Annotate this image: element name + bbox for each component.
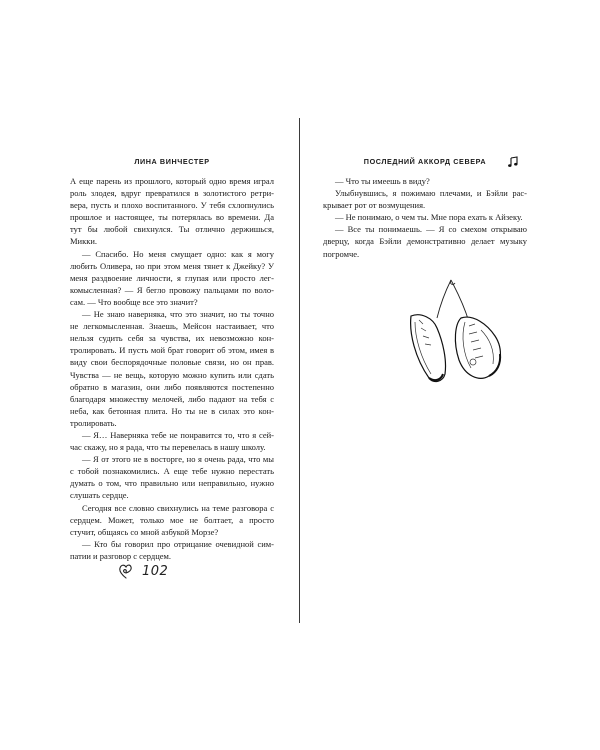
running-header-title: ПОСЛЕДНИЙ АККОРД СЕВЕРА	[363, 157, 487, 166]
paragraph: — Я… Наверняка тебе не понравится то, что я сейчас скажу, но я рада, что ты перевелась в нашу школу.	[70, 429, 274, 453]
running-header-left: ЛИНА ВИНЧЕСТЕР	[134, 157, 210, 166]
paragraph: — Спасибо. Но меня смущает одно: как я могу любить Оливера, но при этом меня тянет к Джейку? У меня раздвоение личности, я глупая или просто легкомысленная? — Я бегло провожу пальцами по волосам. — Что вообще все это значит?	[70, 248, 274, 307]
paragraph: — Не понимаю, о чем ты. Мне пора ехать к Айзеку.	[335, 212, 523, 223]
paragraph: Улыбнувшись, я пожимаю плечами, и Бэйли раскрывает рот от возмущения.	[323, 188, 527, 211]
paragraph: А еще парень из прошлого, который одно время играл роль злодея, вдруг превратился в золотистого ретривера, пусть и плохо воспитанного. У тебя схлопнулись прошлое и настоящее, ты потерялась во времени. Да тут бы любой свихнулся. Ты отлично держишься, Микки.	[70, 176, 274, 247]
page-number: 102	[142, 563, 169, 579]
paragraph: — Что ты имеешь в виду?	[335, 176, 430, 186]
sneakers-illustration	[403, 278, 509, 386]
page-footer	[118, 560, 168, 582]
left-page-body	[70, 175, 274, 562]
music-note-icon	[507, 156, 519, 168]
right-page-body	[323, 175, 527, 260]
paragraph: — Кто бы говорил про отрицание очевидной симпатии и разговор с сердцем.	[70, 538, 274, 561]
paragraph: — Я от этого не в восторге, но я очень рада, что мы с тобой познакомились. А еще тебе нужно перестать думать о том, что правильно или неправильно, нужно слушать сердце.	[70, 454, 274, 501]
heart-swirl-icon	[118, 562, 134, 580]
left-page	[70, 155, 274, 562]
right-page	[323, 155, 527, 386]
running-header-right	[323, 155, 527, 169]
paragraph: — Не знаю наверняка, что это значит, но ты точно не легкомысленная. Знаешь, Мейсон настаивает, что нельзя судить себя за чувства, их невозможно контролировать. И пусть мой брат говорит об этом, имея в виду свои беспорядочные половые связи, но он прав. Чувства — не вещь, которую можно купить или сдать обратно в магазин, они либо появляются постепенно благодаря множеству мелочей, либо падают на тебя с неба, как бетонная плита. Но ты не в силах это контролировать.	[70, 309, 274, 428]
paragraph: Сегодня все словно свихнулись на теме разговора с сердцем. Может, только мое не болтает, а просто стучит, общаясь со мной азбукой Морзе?	[70, 502, 274, 537]
book-gutter	[299, 118, 300, 623]
paragraph: — Все ты понимаешь. — Я со смехом открываю дверцу, когда Бэйли демонстративно делает музыку погромче.	[323, 224, 527, 259]
